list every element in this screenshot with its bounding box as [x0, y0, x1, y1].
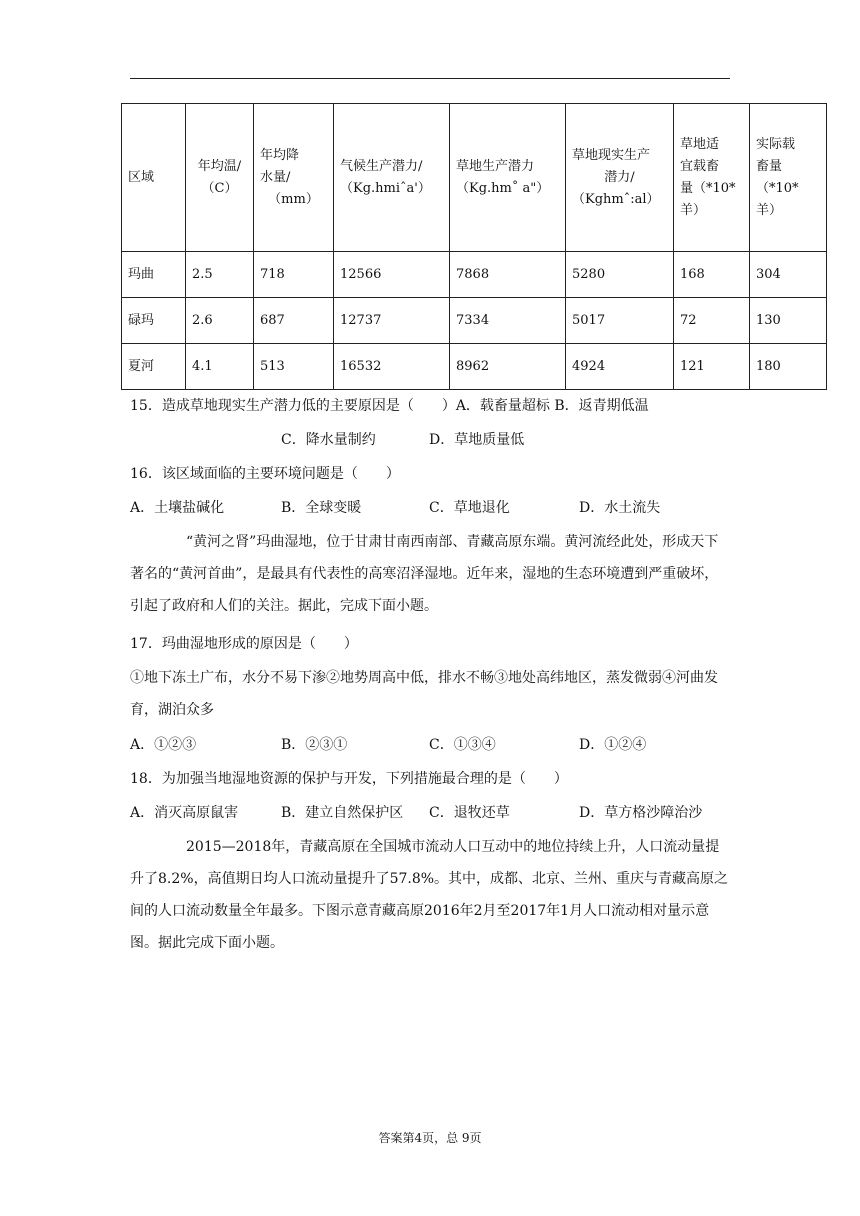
question-17-stem: 17．玛曲湿地形成的原因是（ ） [130, 636, 358, 652]
header-cell: 草地生产潜力 （Kg.hm˚ a"） [450, 104, 566, 252]
question-16-option-c: C．草地退化 [429, 500, 510, 516]
question-18-option-b: B．建立自然保护区 [281, 805, 404, 821]
header-cell: 年均温/ （C） [186, 104, 254, 252]
table-cell: 718 [254, 252, 334, 298]
header-cell: 草地适 宜载畜 量（*10* 羊） [674, 104, 750, 252]
header-rule [130, 78, 730, 79]
grassland-data-table [121, 103, 827, 390]
question-15-stem: 15．造成草地现实生产潜力低的主要原因是（ ）A．载畜量超标 B．返青期低温 [130, 398, 649, 414]
table-cell: 玛曲 [122, 252, 186, 298]
header-cell: 实际载 畜量 （*10* 羊） [750, 104, 827, 252]
table-cell: 168 [674, 252, 750, 298]
question-15-option-d: D．草地质量低 [429, 432, 525, 448]
question-16-option-b: B．全球变暖 [281, 500, 362, 516]
table-cell: 72 [674, 298, 750, 344]
table-cell: 5280 [566, 252, 674, 298]
table-cell: 2.5 [186, 252, 254, 298]
table-cell: 130 [750, 298, 827, 344]
question-17-option-b: B．②③① [281, 737, 348, 753]
table-cell: 687 [254, 298, 334, 344]
table-cell: 7334 [450, 298, 566, 344]
table-cell: 2.6 [186, 298, 254, 344]
passage-maqu-wetland: “黄河之肾”玛曲湿地，位于甘肃甘南西南部、青藏高原东端。黄河流经此处，形成天下著名的“黄河首曲”，是最具有代表性的高寒沼泽湿地。近年来，湿地的生态环境遭到严重破坏，引起了政府和人们的关注。据此，完成下面小题。 [130, 534, 719, 614]
table-row [122, 344, 827, 390]
table-cell: 5017 [566, 298, 674, 344]
header-cell: 区域 [122, 104, 186, 252]
table-cell: 12566 [334, 252, 450, 298]
table-row [122, 298, 827, 344]
table-cell: 夏河 [122, 344, 186, 390]
question-17-option-d: D．①②④ [579, 737, 647, 753]
question-18-option-d: D．草方格沙障治沙 [579, 805, 703, 821]
table-cell: 16532 [334, 344, 450, 390]
question-15-option-c: C．降水量制约 [281, 432, 376, 448]
question-17-option-a: A．①②③ [130, 737, 197, 753]
question-18-stem: 18．为加强当地湿地资源的保护与开发，下列措施最合理的是（ ） [130, 771, 568, 787]
table-cell: 180 [750, 344, 827, 390]
question-16-option-a: A．土壤盐碱化 [130, 500, 225, 516]
table-cell: 8962 [450, 344, 566, 390]
question-17-option-c: C．①③④ [429, 737, 496, 753]
table-cell: 304 [750, 252, 827, 298]
question-16-option-d: D．水土流失 [579, 500, 661, 516]
header-cell: 气候生产潜力/ （Kg.hmiˆa'） [334, 104, 450, 252]
table-cell: 碌玛 [122, 298, 186, 344]
table-cell: 12737 [334, 298, 450, 344]
table-row [122, 252, 827, 298]
header-cell: 草地现实生产 潜力/ （Kghmˆ:al） [566, 104, 674, 252]
question-18-option-c: C．退牧还草 [429, 805, 510, 821]
table-cell: 513 [254, 344, 334, 390]
table-cell: 4.1 [186, 344, 254, 390]
question-16-stem: 16．该区域面临的主要环境问题是（ ） [130, 466, 400, 482]
page-footer: 答案第4页，总 9页 [378, 1131, 482, 1145]
passage-tibet-population-flow: 2015—2018年，青藏高原在全国城市流动人口互动中的地位持续上升，人口流动量提升了8.2%，高值期日均人口流动量提升了57.8%。其中，成都、北京、兰州、重庆与青藏高原之间的人口流动数量全年最多。下图示意青藏高原2016年2月至2017年1月人口流动相对量示意图。据此完成下面小题。 [130, 839, 729, 951]
table-cell: 7868 [450, 252, 566, 298]
table-cell: 4924 [566, 344, 674, 390]
table-cell: 121 [674, 344, 750, 390]
question-17-statements: ①地下冻土广布，水分不易下渗②地势周高中低，排水不畅③地处高纬地区，蒸发微弱④河曲发育，湖泊众多 [130, 670, 718, 718]
table-header-row [122, 104, 827, 252]
header-cell: 年均降 水量/ （mm） [254, 104, 334, 252]
question-18-option-a: A．消灭高原鼠害 [130, 805, 239, 821]
